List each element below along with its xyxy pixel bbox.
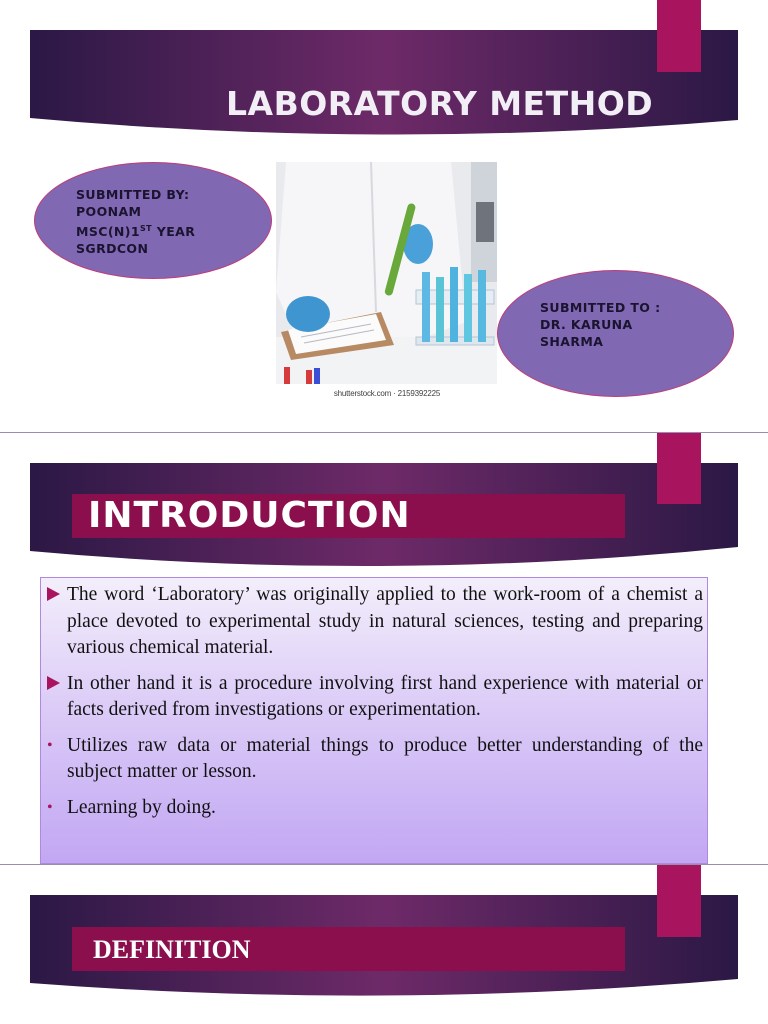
list-item: The word ‘Laboratory’ was originally applied to the work-room of a chemist a place devoted to experimental study in natural sciences, testing and preparing various chemical material. bbox=[67, 582, 703, 662]
recipient-name-line1: DR. KARUNA bbox=[540, 317, 633, 332]
dot-bullet-icon: • bbox=[47, 736, 53, 754]
list-item: • Learning by doing. bbox=[67, 795, 703, 822]
accent-bar bbox=[657, 0, 701, 72]
triangle-bullet-icon bbox=[47, 676, 60, 690]
laboratory-photo bbox=[276, 162, 497, 384]
title-banner bbox=[0, 0, 768, 150]
bullet-list bbox=[47, 582, 703, 830]
list-item: • Utilizes raw data or material things to produce better understanding of the subject matter or lesson. bbox=[47, 734, 703, 782]
recipient-name-line2: SHARMA bbox=[540, 334, 604, 349]
image-credit: shutterstock.com · 2159392225 bbox=[333, 389, 441, 398]
slide-title: DEFINITION bbox=[93, 935, 251, 964]
slide-title: INTRODUCTION bbox=[88, 495, 411, 536]
list-item: In other hand it is a procedure involving first hand experience with material or facts derived from investigations or experimentation. bbox=[67, 671, 703, 724]
accent-bar bbox=[657, 433, 701, 504]
submitted-to-heading: SUBMITTED TO : bbox=[540, 300, 661, 315]
triangle-bullet-icon bbox=[47, 587, 60, 601]
submitted-by-text bbox=[76, 186, 195, 257]
dot-bullet-icon: • bbox=[47, 798, 53, 816]
content-box bbox=[40, 577, 708, 864]
submitted-to-text bbox=[540, 299, 660, 350]
submitter-institution: SGRDCON bbox=[76, 241, 149, 256]
submitted-by-heading: SUBMITTED BY: bbox=[76, 187, 190, 202]
slide-3 bbox=[0, 865, 768, 1024]
submitter-course: MSC(N)1ST YEAR bbox=[76, 224, 196, 239]
slide-2 bbox=[0, 433, 768, 864]
slide-title: LABORATORY METHOD bbox=[226, 84, 654, 123]
submitter-name: POONAM bbox=[76, 204, 142, 219]
accent-bar bbox=[657, 865, 701, 937]
slide-1 bbox=[0, 0, 768, 432]
